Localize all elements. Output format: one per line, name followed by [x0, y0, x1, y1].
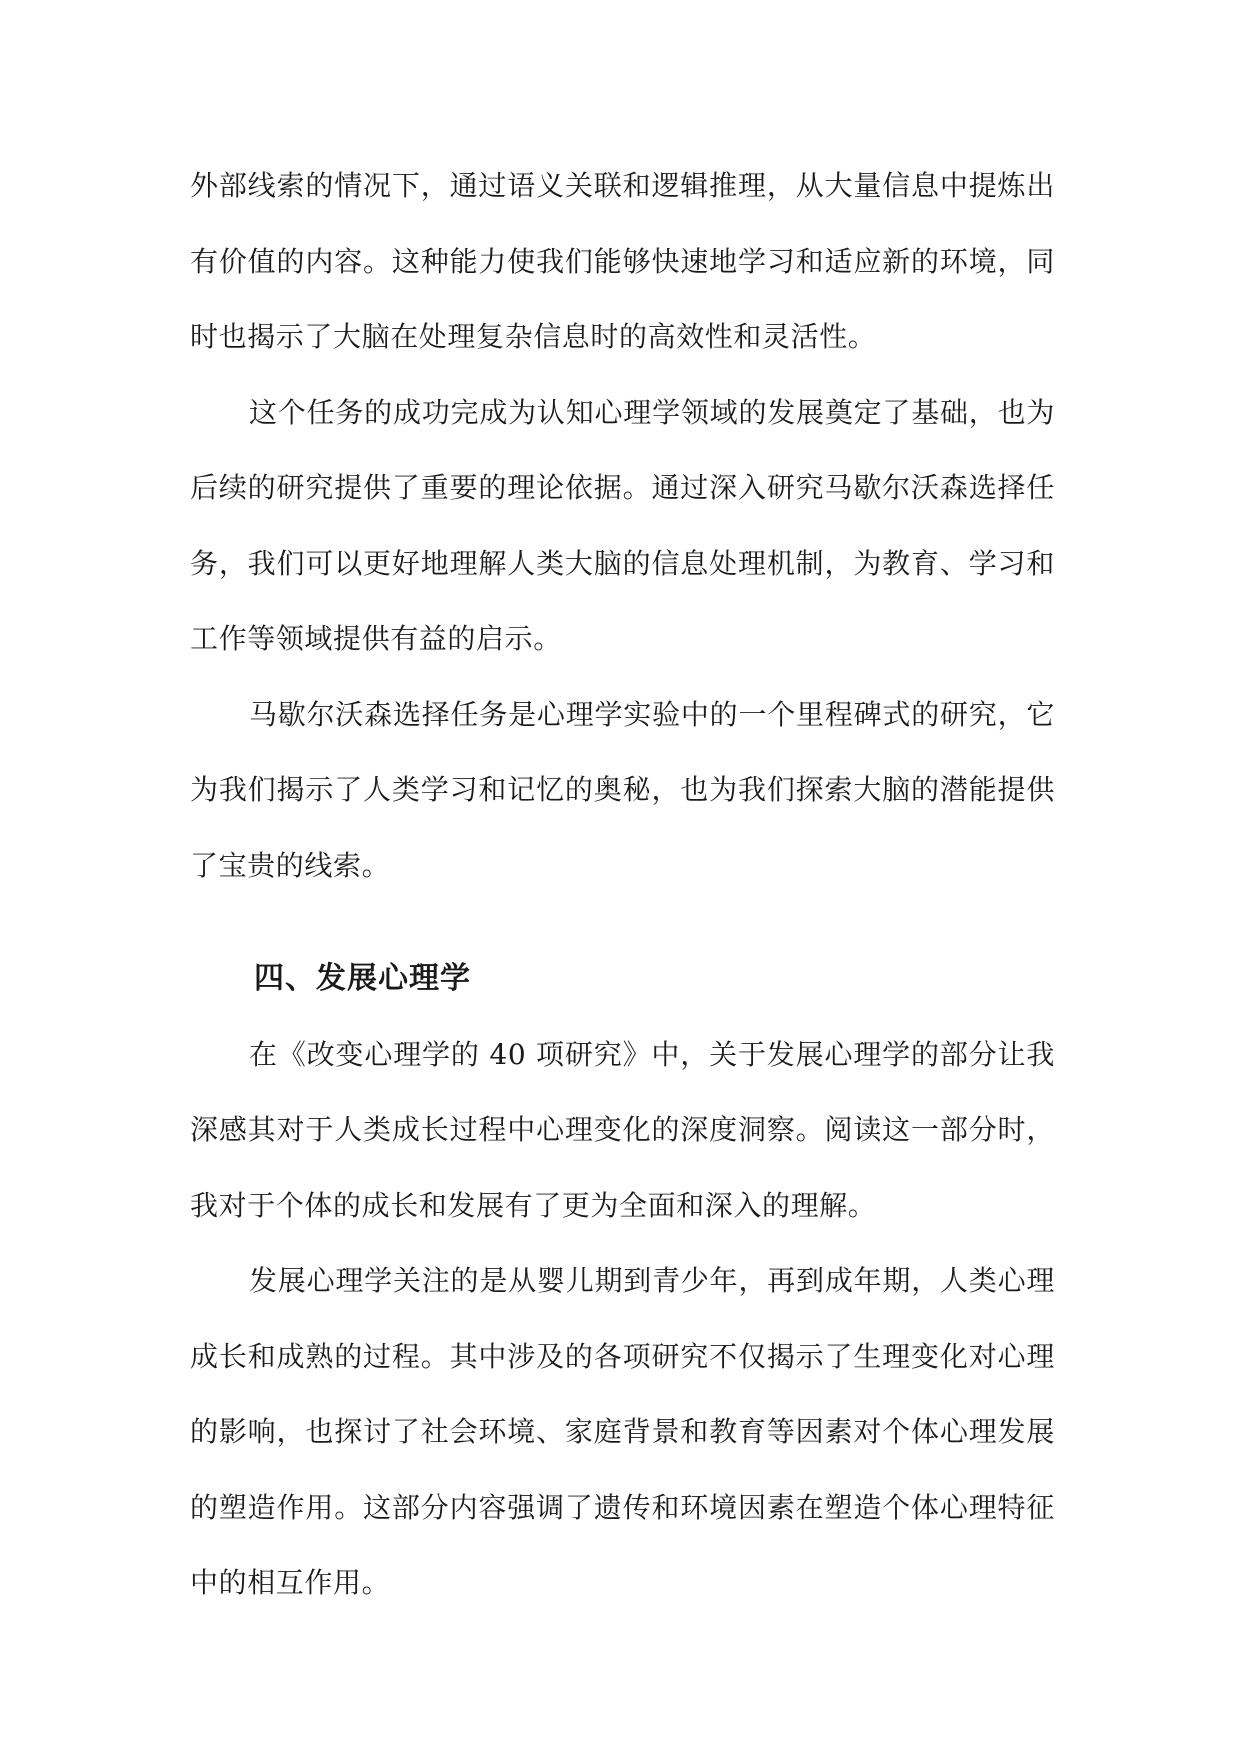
section-heading: 四、发展心理学: [254, 961, 471, 996]
body-paragraph-2: 这个任务的成功完成为认知心理学领域的发展奠定了基础，也为后续的研究提供了重要的理论依据。通过深入研究马歇尔沃森选择任务，我们可以更好地理解人类大脑的信息处理机制，为教育、学习和工作等领域提供有益的启示。: [190, 395, 1055, 655]
body-paragraph-3: 马歇尔沃森选择任务是心理学实验中的一个里程碑式的研究，它为我们揭示了人类学习和记忆的奥秘，也为我们探索大脑的潜能提供了宝贵的线索。: [190, 697, 1055, 882]
body-paragraph-4: 在《改变心理学的 40 项研究》中，关于发展心理学的部分让我深感其对于人类成长过程中心理变化的深度洞察。阅读这一部分时，我对于个体的成长和发展有了更为全面和深入的理解。: [190, 1037, 1055, 1222]
document-body: [190, 148, 1055, 1621]
body-paragraph-1: 外部线索的情况下，通过语义关联和逻辑推理，从大量信息中提炼出有价值的内容。这种能力使我们能够快速地学习和适应新的环境，同时也揭示了大脑在处理复杂信息时的高效性和灵活性。: [190, 169, 1055, 353]
body-paragraph-5: 发展心理学关注的是从婴儿期到青少年，再到成年期，人类心理成长和成熟的过程。其中涉及的各项研究不仅揭示了生理变化对心理的影响，也探讨了社会环境、家庭背景和教育等因素对个体心理发展的塑造作用。这部分内容强调了遗传和环境因素在塑造个体心理特征中的相互作用。: [190, 1264, 1055, 1599]
